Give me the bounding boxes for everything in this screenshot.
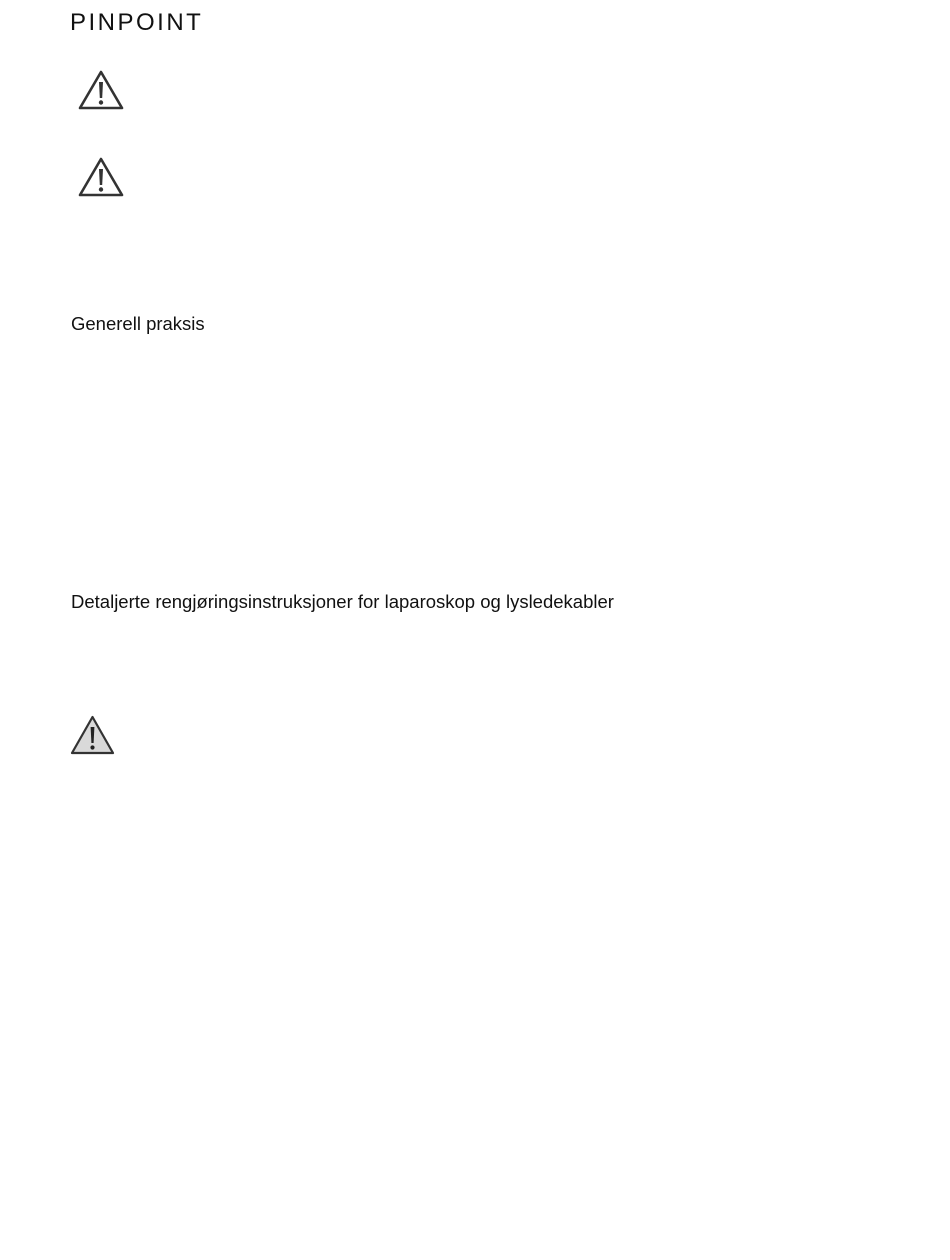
section-heading-general-practice: Generell praksis — [71, 313, 205, 334]
warning-triangle-icon — [78, 157, 124, 197]
section-heading-detailed-cleaning: Detaljerte rengjøringsinstruksjoner for laparoskop og lysledekabler — [71, 591, 614, 612]
logo-text: PINPOINT — [70, 9, 204, 34]
warning-triangle-icon — [70, 715, 115, 755]
pinpoint-logo-icon — [70, 8, 212, 34]
brand-logo — [70, 8, 212, 34]
warning-triangle-icon — [78, 70, 124, 110]
